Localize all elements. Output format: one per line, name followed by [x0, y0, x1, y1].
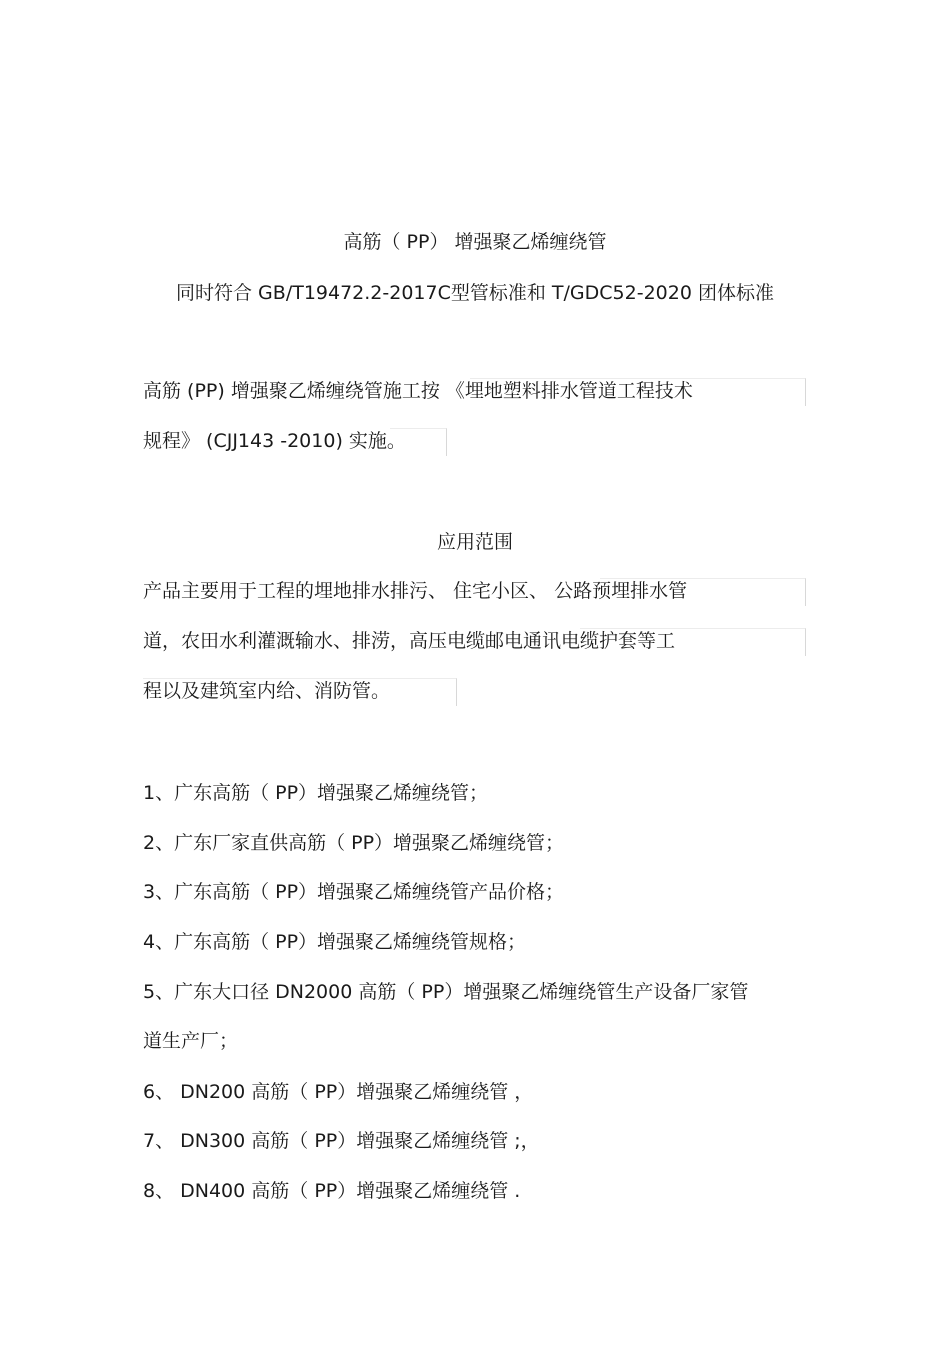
- list-item: 3、广东高筋（ PP）增强聚乙烯缠绕管产品价格；: [143, 881, 565, 903]
- application-heading: 应用范围: [436, 531, 513, 553]
- list-item: 7、 DN300 高筋（ PP）增强聚乙烯缠绕管 ;，: [143, 1130, 540, 1152]
- document-title: 高筋（ PP） 增强聚乙烯缠绕管: [343, 231, 607, 253]
- list-item: 2、广东厂家直供高筋（ PP）增强聚乙烯缠绕管；: [143, 832, 565, 854]
- construction-line-2: 规程》 (CJJ143 -2010) 实施。: [143, 430, 406, 452]
- list-item: 5、广东大口径 DN2000 高筋（ PP）增强聚乙烯缠绕管生产设备厂家管: [143, 981, 749, 1003]
- list-item: 1、广东高筋（ PP）增强聚乙烯缠绕管；: [143, 782, 489, 804]
- list-item: 8、 DN400 高筋（ PP）增强聚乙烯缠绕管 .: [143, 1180, 521, 1202]
- list-item-continuation: 道生产厂；: [143, 1030, 239, 1052]
- list-item: 4、广东高筋（ PP）增强聚乙烯缠绕管规格；: [143, 931, 527, 953]
- application-line-2: 道，农田水利灌溉输水、排涝，高压电缆邮电通讯电缆护套等工: [143, 630, 676, 652]
- application-line-1: 产品主要用于工程的埋地排水排污、 住宅小区、 公路预埋排水管: [143, 580, 688, 602]
- standards-subtitle: 同时符合 GB/T19472.2-2017C型管标准和 T/GDC52-2020 团体标准: [176, 282, 774, 304]
- list-item: 6、 DN200 高筋（ PP）增强聚乙烯缠绕管 ，: [143, 1081, 534, 1103]
- construction-line-1: 高筋 (PP) 增强聚乙烯缠绕管施工按 《埋地塑料排水管道工程技术: [143, 380, 693, 402]
- application-line-3: 程以及建筑室内给、消防管。: [143, 680, 391, 702]
